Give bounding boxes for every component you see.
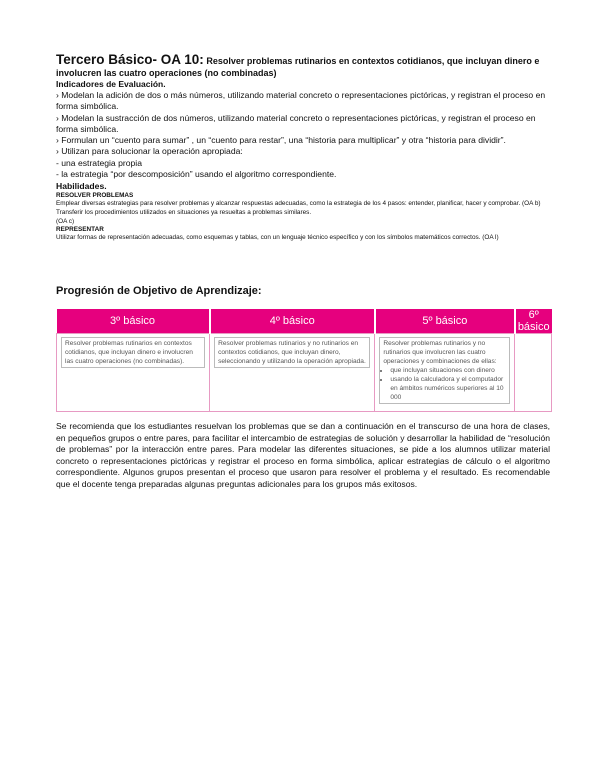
indicator-item: › Modelan la sustracción de dos números, utilizando material concreto o representaciones pictóricas, y registran el proceso en forma simbólica. xyxy=(56,112,536,134)
indicators-heading: Indicadores de Evaluación. xyxy=(56,79,166,89)
cell-3-text: Resolver problemas rutinarios en contextos cotidianos, que incluyan dinero e involucren las cuatro operaciones (no combinadas). xyxy=(61,337,205,368)
cell-4-text: Resolver problemas rutinarios y no rutinarios en contextos cotidianos, que incluyan dinero, seleccionando y utilizando la operación apropiada. xyxy=(214,337,370,368)
skill-line: (OA c) xyxy=(56,217,75,225)
title-main: Tercero Básico- OA 10: xyxy=(56,52,204,67)
indicator-item: › Modelan la adición de dos o más números, utilizando material concreto o representaciones pictóricas, y registran el proceso en forma simbólica. xyxy=(56,90,546,112)
title-objective: Resolver problemas rutinarios en contextos cotidianos, que incluyan dinero e involucren las cuatro operaciones (no combinadas) xyxy=(56,56,540,78)
skills-heading: Habilidades. xyxy=(56,181,107,192)
cell-5-bullet: • que incluyan situaciones con dinero xyxy=(390,366,506,375)
indicator-item: › Formulan un “cuento para sumar” , un “cuento para restar”, una “historia para multiplicar” y otra “historia para dividir”. xyxy=(56,135,506,146)
indicator-item: › Utilizan para solucionar la operación apropiada: xyxy=(56,146,243,157)
skill-line: Utilizar formas de representación adecuadas, como esquemas y tablas, con un lenguaje técnico específico y con los símbolos matemáticos correctos. (OA l) xyxy=(56,234,499,242)
skill-line: Emplear diversas estrategias para resolver problemas y alcanzar respuestas adecuadas, como la estrategia de los 4 pasos: entender, planificar, hacer y comprobar. (OA b) xyxy=(56,200,541,208)
document-body xyxy=(56,54,550,243)
column-header-5: 5º básico xyxy=(375,309,515,334)
cell-5 xyxy=(375,334,515,412)
recommendation-paragraph: Se recomienda que los estudiantes resuelvan los problemas que se dan a continuación en el transcurso de una hora de clases, en pequeños grupos o entre pares, para facilitar el intercambio de estrategias de solución y desarrollar la habilidad de “resolución de problemas” por la interacción entre pares. Para modelar las diferentes situaciones, se pide a los alumnos utilizar material concreto o representaciones pictóricas y registrar el proceso en forma simbólica, aplicar estrategias de cálculo o el algoritmo correspondiente. Algunos grupos presentan el proceso que usaron para resolver el problema y el resultado. Es recomendable que el docente tenga preparadas algunas preguntas adicionales para los grupos más exitosos. xyxy=(56,421,550,489)
skill-title-representar: REPRESENTAR xyxy=(56,226,104,234)
column-header-3: 3º básico xyxy=(57,309,210,334)
cell-5-content xyxy=(379,337,510,404)
cell-5-bullet: • usando la calculadora y el computador en ámbitos numéricos superiores al 10 000 xyxy=(390,375,506,402)
skill-title-resolver: RESOLVER PROBLEMAS xyxy=(56,192,134,200)
progression-heading: Progresión de Objetivo de Aprendizaje: xyxy=(56,285,262,297)
column-header-4: 4º básico xyxy=(210,309,375,334)
document-title xyxy=(56,54,550,79)
cell-3 xyxy=(57,334,210,412)
skill-line: Transferir los procedimientos utilizados en situaciones ya resueltas a problemas similares. xyxy=(56,208,312,216)
cell-5-intro: Resolver problemas rutinarios y no rutinarios que involucren las cuatro operaciones y combinaciones de ellas: xyxy=(383,340,497,365)
indicator-item: - la estrategia “por descomposición” usando el algoritmo correspondiente. xyxy=(56,169,337,180)
cell-5-list xyxy=(383,366,506,402)
progression-table xyxy=(56,309,552,412)
cell-6 xyxy=(515,334,552,412)
column-header-6: 6º básico xyxy=(515,309,552,334)
indicator-item: - una estrategia propia xyxy=(56,157,142,168)
cell-4 xyxy=(210,334,375,412)
